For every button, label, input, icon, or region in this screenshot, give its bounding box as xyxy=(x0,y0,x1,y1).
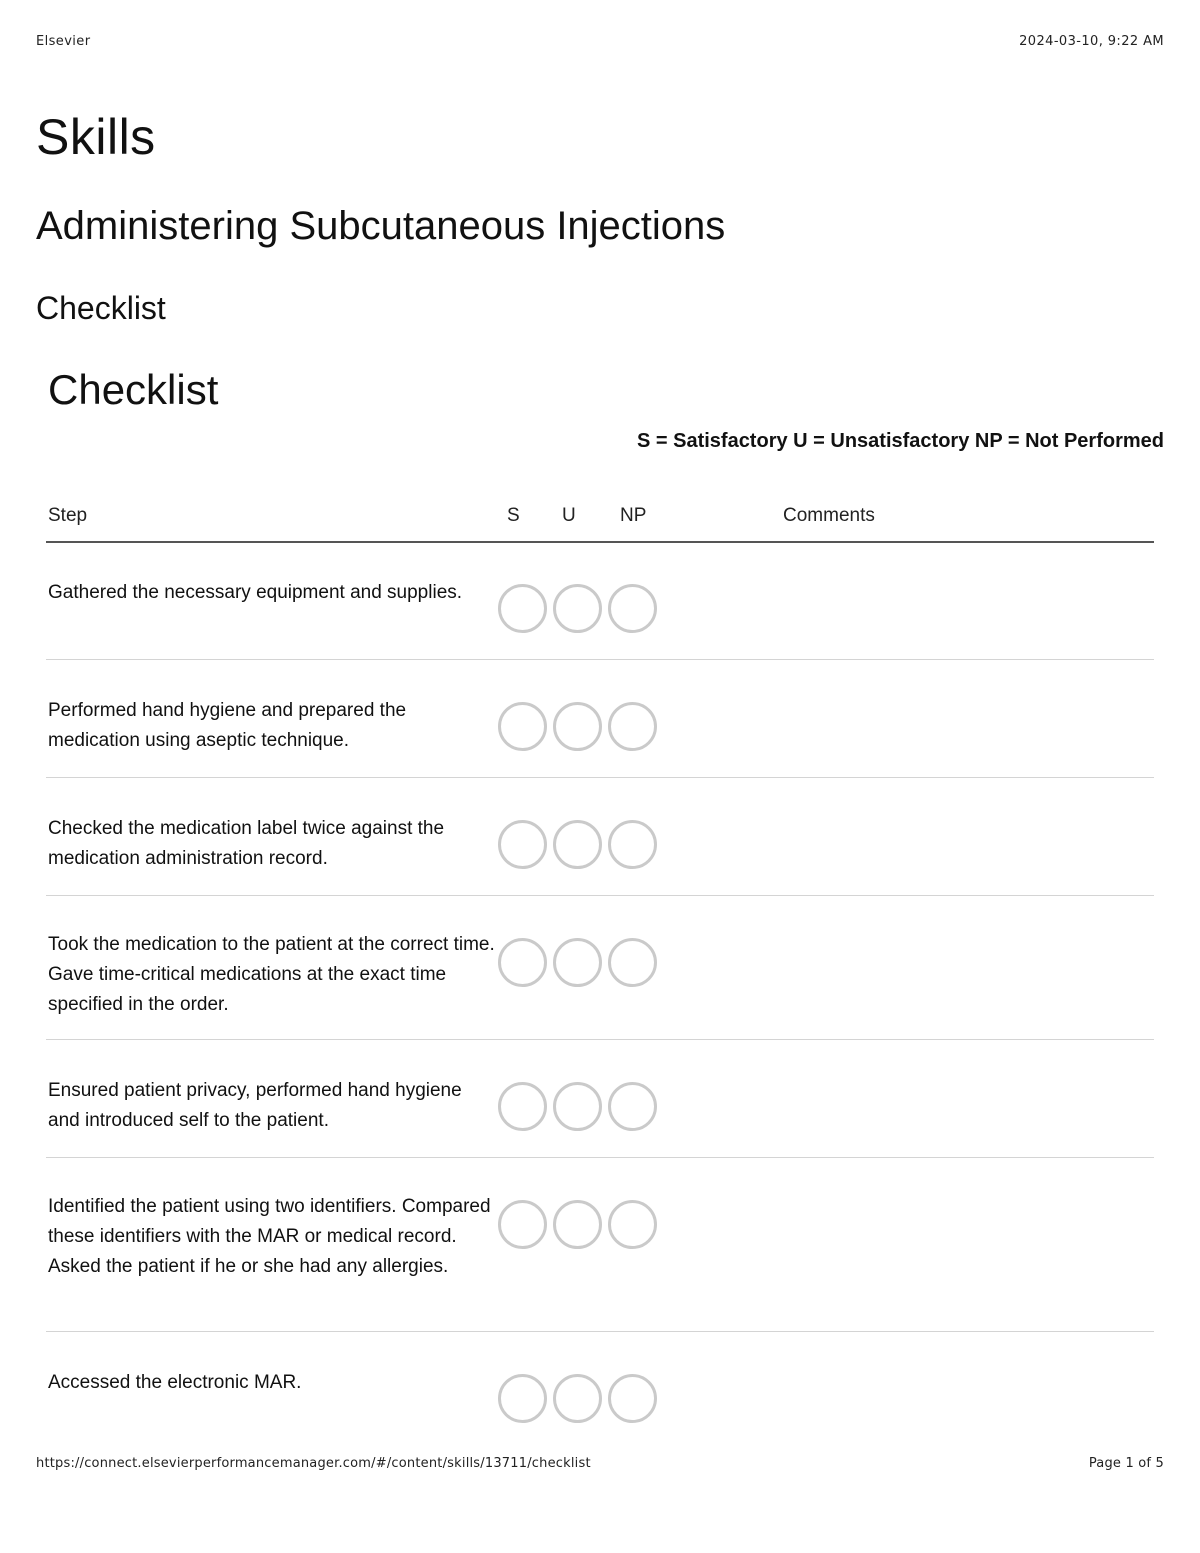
radio-unsatisfactory[interactable] xyxy=(553,820,602,869)
page-url: https://connect.elsevierperformancemanager.com/#/content/skills/13711/checklist xyxy=(36,1456,591,1471)
step-text: Took the medication to the patient at the correct time. Gave time-critical medications at the exact time specified in the order. xyxy=(48,934,495,1015)
radio-satisfactory[interactable] xyxy=(498,584,547,633)
page-subtitle: Checklist xyxy=(36,290,166,326)
rating-group xyxy=(498,1200,657,1249)
rating-group xyxy=(498,938,657,987)
column-header-s: S xyxy=(507,505,520,526)
radio-satisfactory[interactable] xyxy=(498,1374,547,1423)
radio-not-performed[interactable] xyxy=(608,1374,657,1423)
print-header xyxy=(36,34,1164,49)
step-text: Identified the patient using two identifiers. Compared these identifiers with the MAR or medical record. Asked the patient if he or she had any allergies. xyxy=(48,1196,491,1277)
radio-satisfactory[interactable] xyxy=(498,1200,547,1249)
radio-satisfactory[interactable] xyxy=(498,1082,547,1131)
page-number: Page 1 of 5 xyxy=(1088,1456,1164,1471)
table-row xyxy=(46,1332,1154,1432)
radio-not-performed[interactable] xyxy=(608,702,657,751)
rating-group xyxy=(498,584,657,633)
column-header-comments: Comments xyxy=(783,505,875,526)
step-text: Ensured patient privacy, performed hand hygiene and introduced self to the patient. xyxy=(48,1080,462,1131)
radio-not-performed[interactable] xyxy=(608,938,657,987)
radio-unsatisfactory[interactable] xyxy=(553,1200,602,1249)
radio-unsatisfactory[interactable] xyxy=(553,584,602,633)
radio-not-performed[interactable] xyxy=(608,1082,657,1131)
table-row xyxy=(46,542,1154,660)
rating-group xyxy=(498,1374,657,1423)
column-header-step: Step xyxy=(48,505,88,526)
radio-unsatisfactory[interactable] xyxy=(553,702,602,751)
table-row xyxy=(46,1158,1154,1332)
table-row xyxy=(46,1040,1154,1158)
radio-satisfactory[interactable] xyxy=(498,702,547,751)
page-title: Administering Subcutaneous Injections xyxy=(36,204,726,248)
rating-group xyxy=(498,1082,657,1131)
rating-group xyxy=(498,820,657,869)
section-heading: Skills xyxy=(36,109,156,165)
radio-satisfactory[interactable] xyxy=(498,938,547,987)
radio-unsatisfactory[interactable] xyxy=(553,1374,602,1423)
radio-not-performed[interactable] xyxy=(608,820,657,869)
step-text: Performed hand hygiene and prepared the medication using aseptic technique. xyxy=(48,700,407,751)
step-text: Gathered the necessary equipment and supplies. xyxy=(48,582,463,603)
radio-satisfactory[interactable] xyxy=(498,820,547,869)
print-footer xyxy=(36,1456,1164,1471)
checklist-card-title: Checklist xyxy=(48,366,219,413)
radio-not-performed[interactable] xyxy=(608,584,657,633)
print-header-timestamp: 2024-03-10, 9:22 AM xyxy=(1019,34,1164,49)
table-row xyxy=(46,778,1154,896)
radio-not-performed[interactable] xyxy=(608,1200,657,1249)
table-header xyxy=(0,505,1200,535)
print-header-source: Elsevier xyxy=(36,34,91,49)
radio-unsatisfactory[interactable] xyxy=(553,938,602,987)
step-text: Checked the medication label twice against the medication administration record. xyxy=(48,818,445,869)
column-header-np: NP xyxy=(620,505,647,526)
table-row xyxy=(46,896,1154,1040)
rating-group xyxy=(498,702,657,751)
step-text: Accessed the electronic MAR. xyxy=(48,1372,302,1393)
rating-legend: S = Satisfactory U = Unsatisfactory NP = Not Performed xyxy=(636,430,1164,452)
radio-unsatisfactory[interactable] xyxy=(553,1082,602,1131)
table-row xyxy=(46,660,1154,778)
column-header-u: U xyxy=(562,505,576,526)
